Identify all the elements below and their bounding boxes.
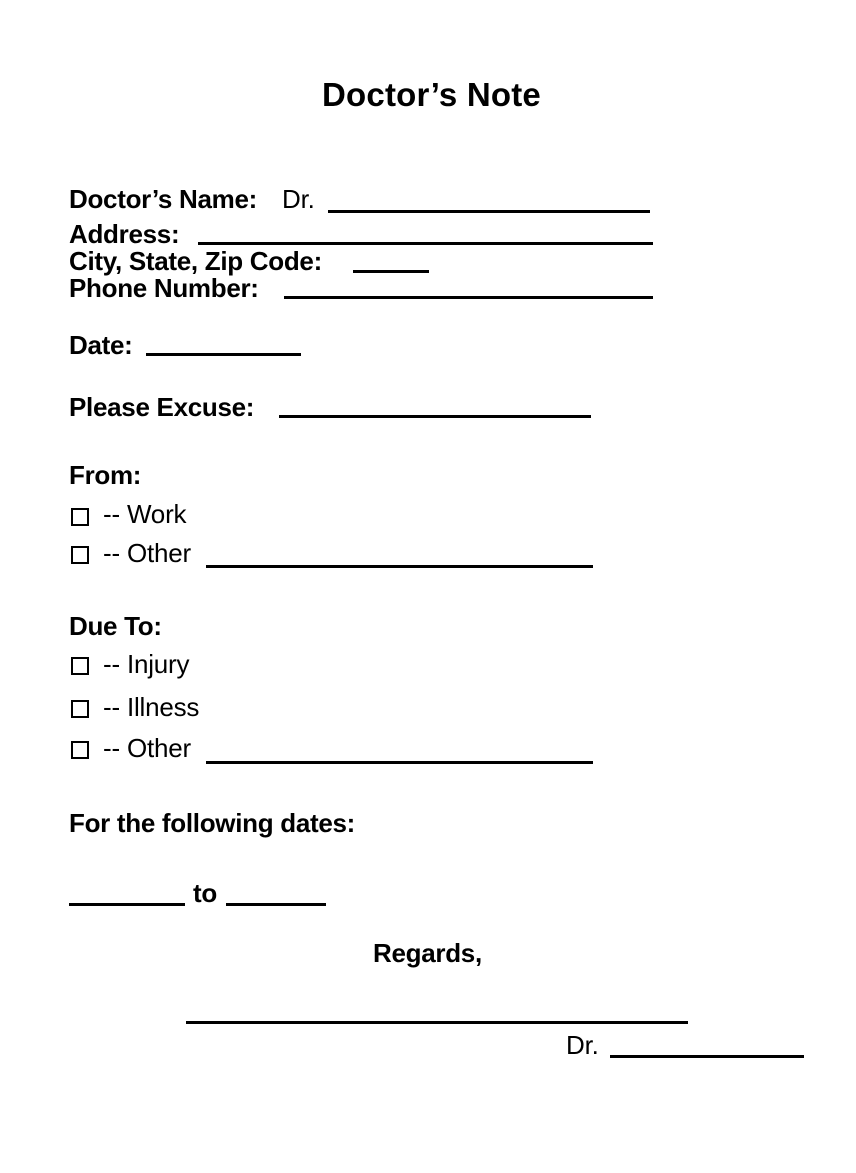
date-range-separator: to	[193, 878, 217, 908]
from-other-checkbox[interactable]	[71, 546, 89, 564]
due-to-illness-label: -- Illness	[103, 692, 200, 722]
signature-dr-prefix: Dr.	[566, 1030, 599, 1060]
due-to-other-checkbox[interactable]	[71, 741, 89, 759]
phone-number-label: Phone Number:	[69, 273, 259, 303]
due-to-injury-checkbox[interactable]	[71, 657, 89, 675]
closing-text: Regards,	[373, 938, 482, 968]
from-other-label: -- Other	[103, 538, 191, 568]
signature-line[interactable]	[186, 1021, 688, 1024]
doctor-name-field[interactable]	[328, 210, 650, 213]
address-field[interactable]	[198, 242, 653, 245]
following-dates-heading: For the following dates:	[69, 808, 356, 838]
from-work-checkbox[interactable]	[71, 508, 89, 526]
address-label: Address:	[69, 219, 180, 249]
due-to-other-field[interactable]	[206, 761, 593, 764]
due-to-injury-label: -- Injury	[103, 649, 190, 679]
due-to-illness-checkbox[interactable]	[71, 700, 89, 718]
start-date-field[interactable]	[69, 903, 185, 906]
city-state-zip-label: City, State, Zip Code:	[69, 246, 322, 276]
end-date-field[interactable]	[226, 903, 326, 906]
due-to-heading: Due To:	[69, 611, 162, 641]
date-field[interactable]	[146, 353, 301, 356]
city-state-zip-field[interactable]	[353, 270, 429, 273]
from-heading: From:	[69, 460, 142, 490]
phone-number-field[interactable]	[284, 296, 653, 299]
please-excuse-field[interactable]	[279, 415, 591, 418]
doctor-name-prefix: Dr.	[282, 184, 315, 214]
date-label: Date:	[69, 330, 133, 360]
signature-name-field[interactable]	[610, 1055, 804, 1058]
from-other-field[interactable]	[206, 565, 593, 568]
due-to-other-label: -- Other	[103, 733, 191, 763]
doctor-name-label: Doctor’s Name:	[69, 184, 257, 214]
page-title: Doctor’s Note	[322, 76, 541, 113]
please-excuse-label: Please Excuse:	[69, 392, 255, 422]
from-work-label: -- Work	[103, 499, 187, 529]
